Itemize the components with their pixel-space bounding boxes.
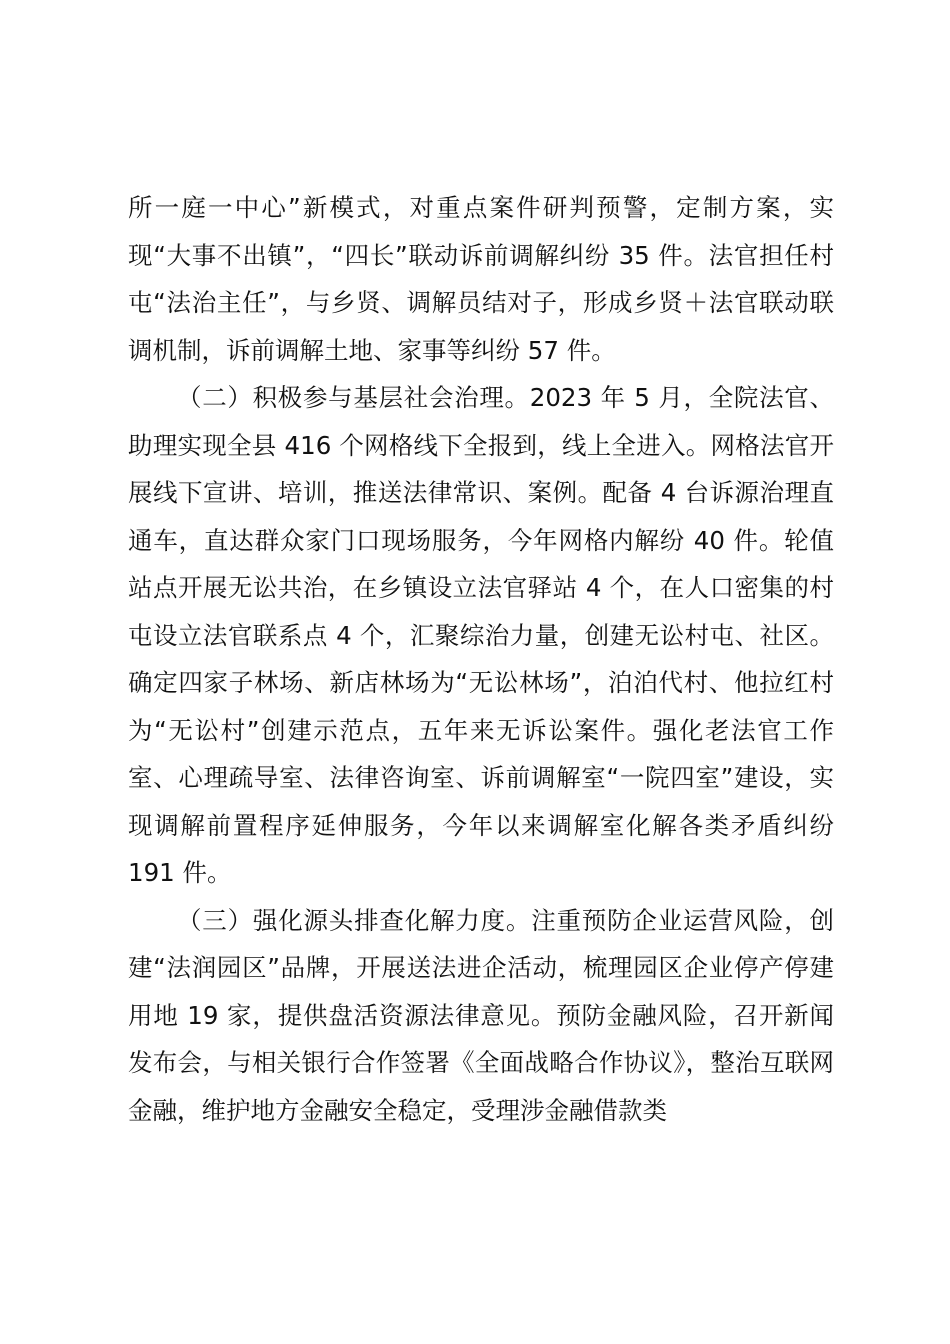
paragraph-source-resolution: （三）强化源头排查化解力度。注重预防企业运营风险，创建“法润园区”品牌，开展送法进企活动，梳理园区企业停产停建用地 19 家，提供盘活资源法律意见。预防金融风险，召开新闻发布会，与相关银行合作签署《全面战略合作协议》，整治互联网金融，维护地方金融安全稳定，受理涉金融借款类 [128,905,834,1125]
paragraph-continuation: 所一庭一中心”新模式，对重点案件研判预警，定制方案，实现“大事不出镇”，“四长”联动诉前调解纠纷 35 件。法官担任村屯“法治主任”，与乡贤、调解员结对子，形成乡贤＋法官联动联调机制，诉前调解土地、家事等纠纷 57 件。 [128,193,834,365]
paragraph-grassroots-governance: （二）积极参与基层社会治理。2023 年 5 月，全院法官、助理实现全县 416 个网格线下全报到，线上全进入。网格法官开展线下宣讲、培训，推送法律常识、案例。配备 4 台诉源治理直通车，直达群众家门口现场服务，今年网格内解纷 40 件。轮值站点开展无讼共治，在乡镇设立法官驿站 4 个，在人口密集的村屯设立法官联系点 4 个，汇聚综治力量，创建无讼村屯、社区。确定四家子林场、新店林场为“无讼林场”，泊泊代村、他拉红村为“无讼村”创建示范点，五年来无诉讼案件。强化老法官工作室、心理疏导室、法律咨询室、诉前调解室“一院四室”建设，实现调解前置程序延伸服务，今年以来调解室化解各类矛盾纠纷 191 件。 [128,383,834,887]
document-body [128,184,834,1134]
